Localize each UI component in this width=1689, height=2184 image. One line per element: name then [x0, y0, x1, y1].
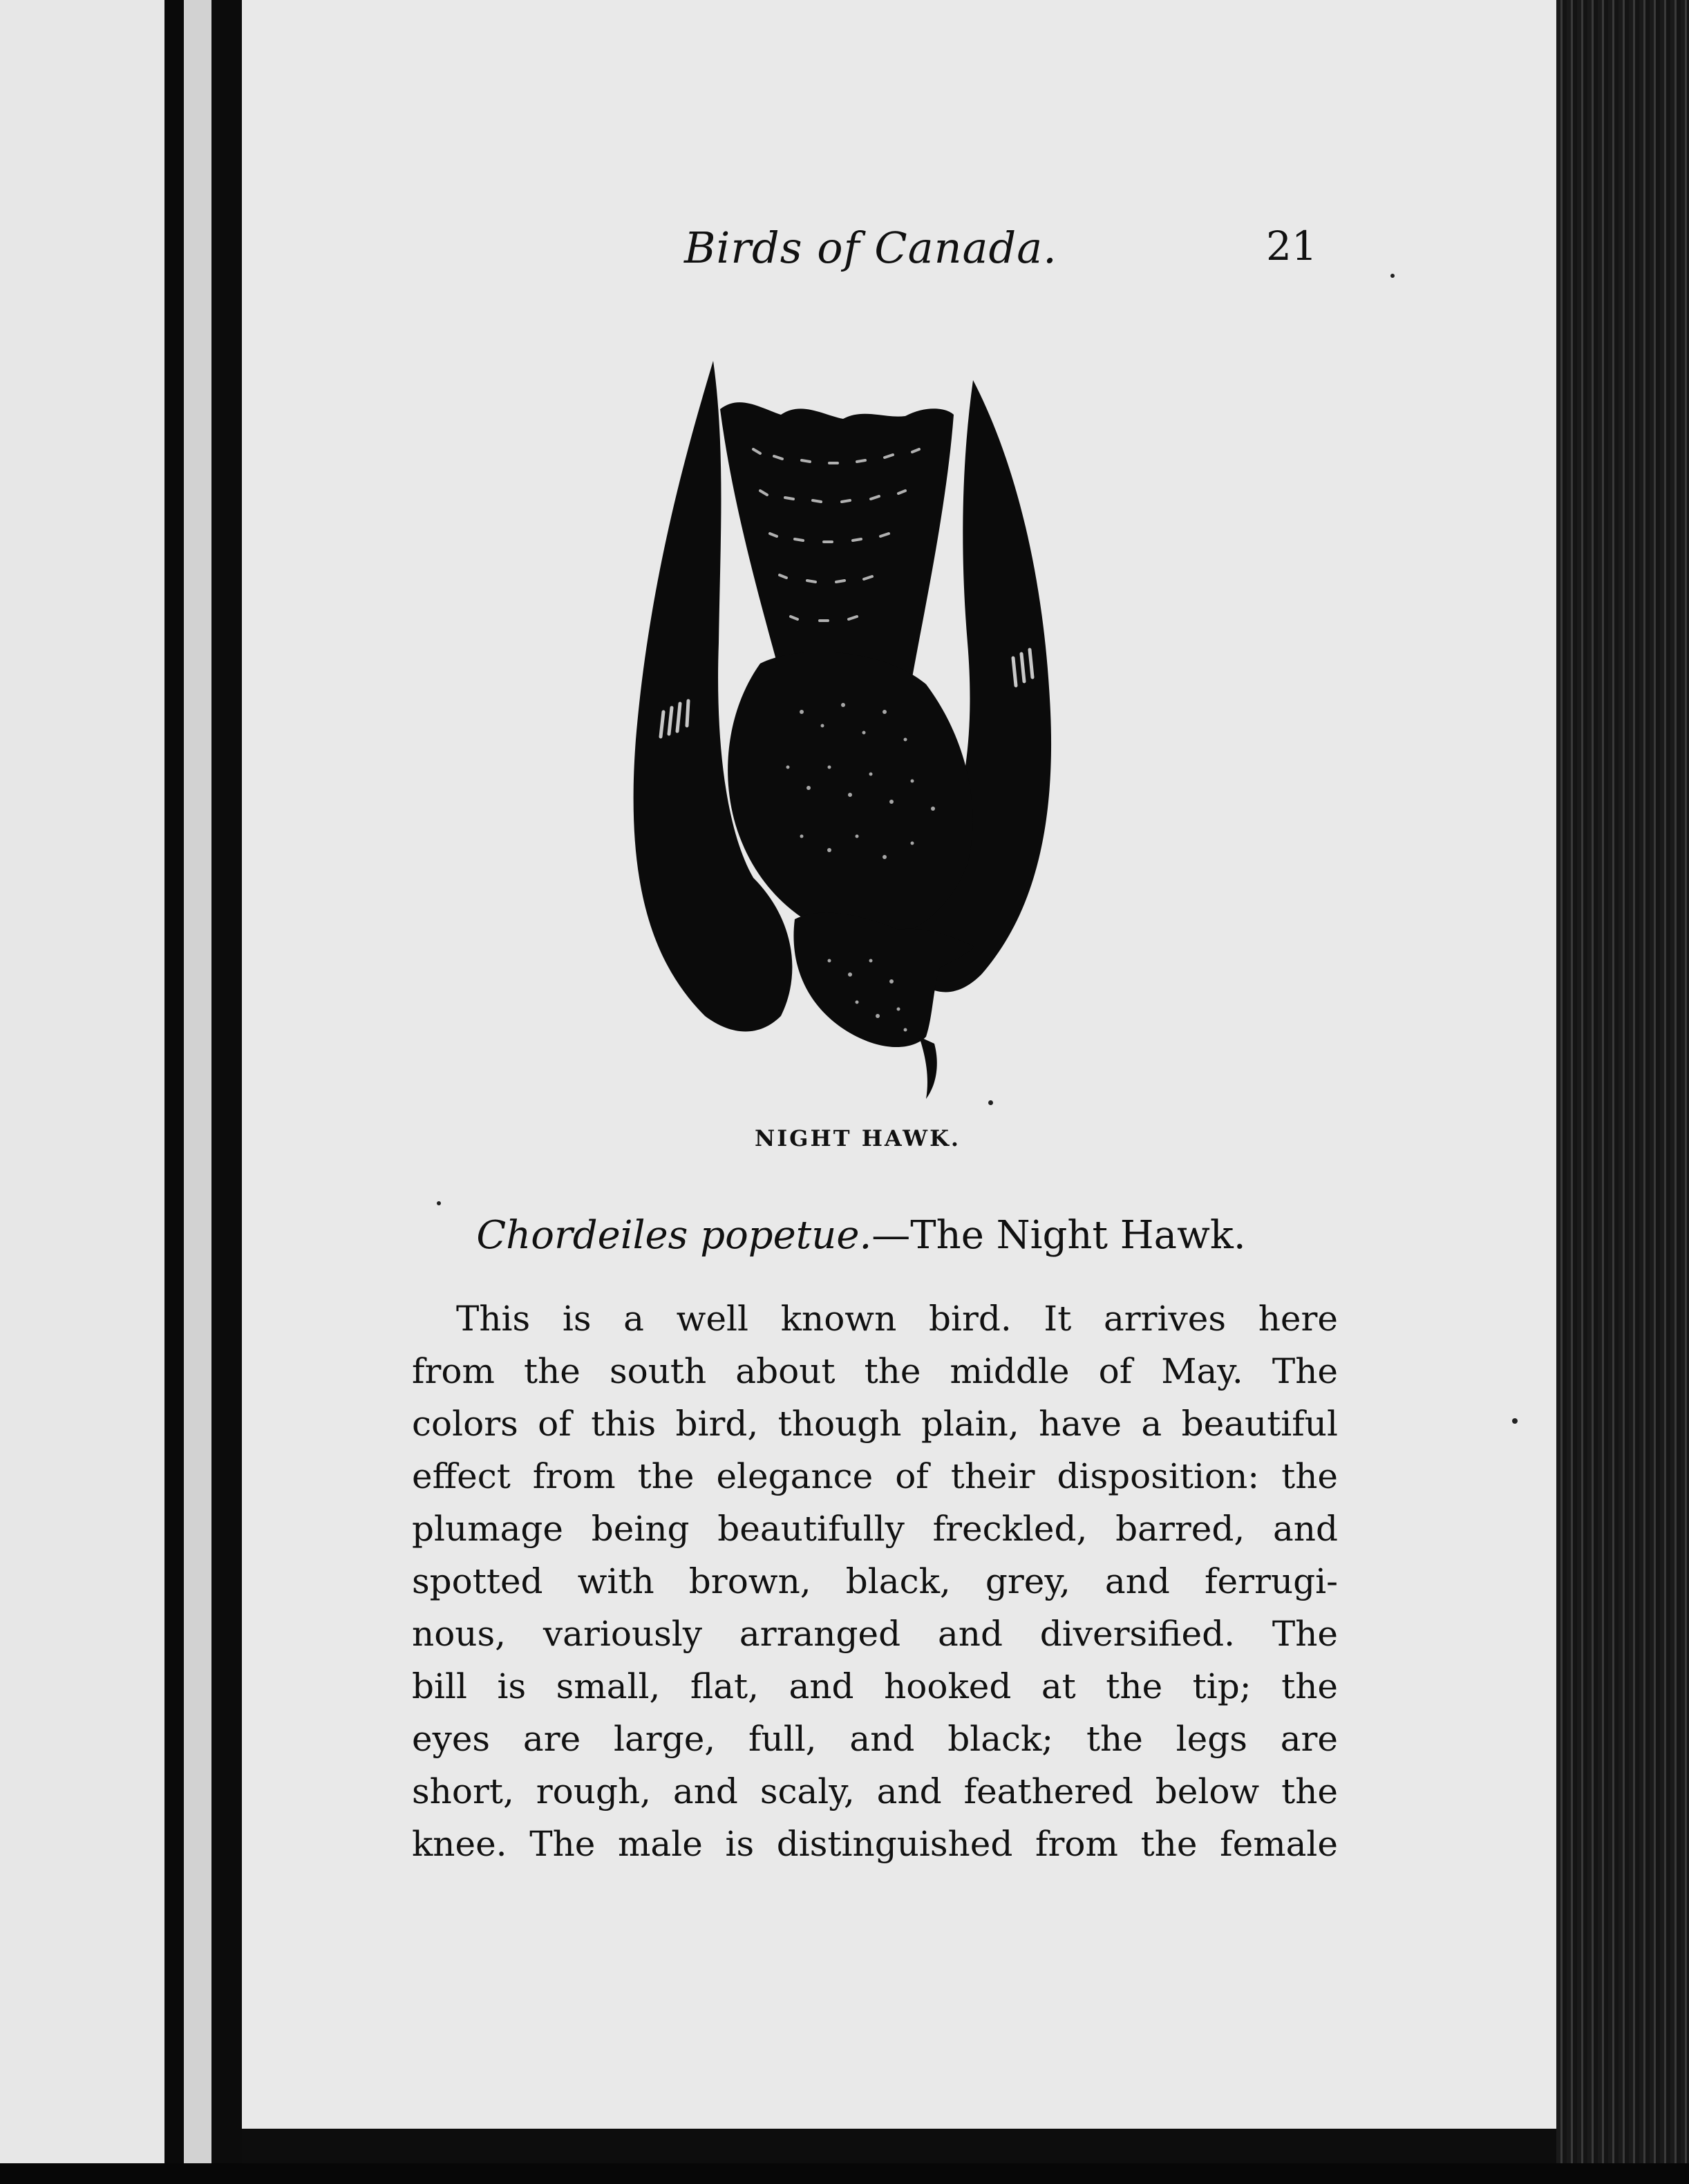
left-page-edge — [0, 0, 164, 2163]
gutter-strip — [184, 0, 211, 2163]
text-line: spotted with brown, black, grey, and ferrugi- — [412, 1561, 1338, 1601]
text-line: short, rough, and scaly, and feathered below the — [412, 1771, 1338, 1811]
scan-speck — [1512, 1418, 1518, 1424]
scan-speck — [437, 1201, 441, 1205]
figure-caption: NIGHT HAWK. — [754, 1125, 961, 1151]
heading-separator: — — [871, 1213, 911, 1258]
text-line: This is a well known bird. It arrives here — [456, 1299, 1338, 1339]
text-line: effect from the elegance of their disposition: the — [412, 1456, 1338, 1496]
scan-speck — [988, 1100, 993, 1105]
scan-bottom-border — [0, 2163, 1689, 2184]
body-paragraph — [412, 1292, 1338, 1870]
text-line: from the south about the middle of May. The — [412, 1351, 1338, 1391]
text-line: bill is small, flat, and hooked at the tip; the — [412, 1666, 1338, 1706]
text-line: colors of this bird, though plain, have a beautiful — [412, 1404, 1338, 1444]
inner-margin-shadow — [211, 0, 242, 2163]
text-line: knee. The male is distinguished from the female — [412, 1824, 1338, 1864]
scan-speck — [1390, 274, 1395, 278]
beak — [919, 1037, 937, 1099]
text-line: eyes are large, full, and black; the legs are — [412, 1719, 1338, 1759]
page-stack-edge — [1556, 0, 1689, 2184]
gutter-shadow — [164, 0, 184, 2163]
night-hawk-illustration — [622, 352, 1064, 1113]
text-line: plumage being beautifully freckled, barred, and — [412, 1509, 1338, 1549]
text-line: nous, variously arranged and diversified. The — [412, 1614, 1338, 1654]
species-heading — [0, 1213, 1689, 1258]
common-name: The Night Hawk. — [910, 1213, 1246, 1258]
page-number: 21 — [1266, 223, 1317, 270]
scientific-name: Chordeiles popetue. — [476, 1213, 872, 1258]
running-title: Birds of Canada. — [684, 223, 1057, 273]
